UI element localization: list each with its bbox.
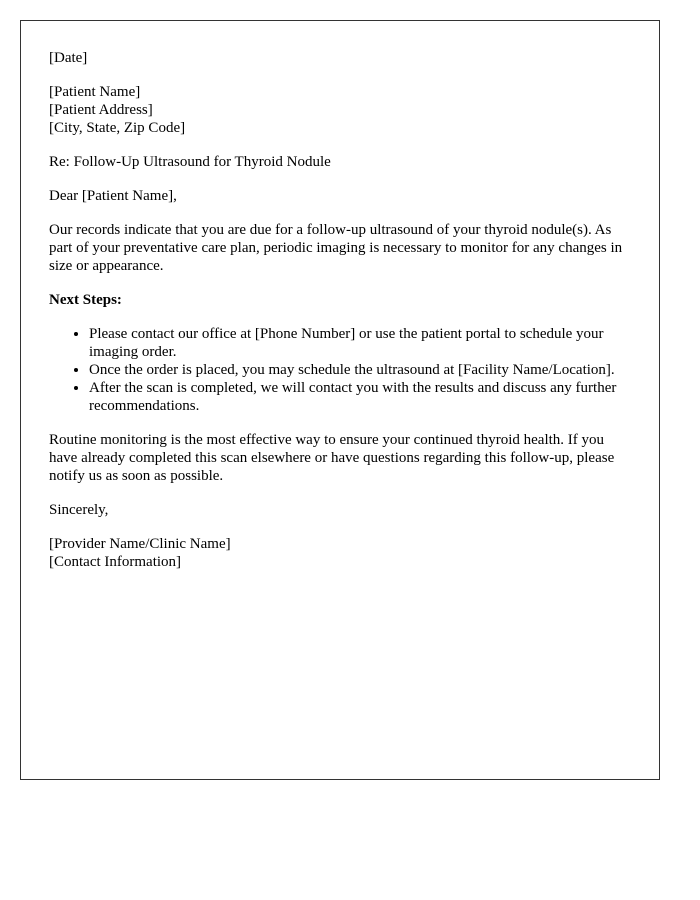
contact-information: [Contact Information] [49, 554, 182, 570]
list-item: • Please contact our office at [Phone Number] or use the patient portal to schedule your imaging order. [89, 325, 633, 361]
next-steps-list [49, 325, 633, 415]
recipient-address: [Patient Address] [49, 102, 153, 118]
recipient-city-line: [City, State, Zip Code] [49, 120, 186, 136]
next-steps-heading: Next Steps: [49, 292, 122, 308]
recipient-name: [Patient Name] [49, 84, 141, 100]
closing-paragraph: Routine monitoring is the most effective way to ensure your continued thyroid health. If you have already completed this scan elsewhere or have questions regarding this follow-up, please notify us as soon as possible. [49, 432, 615, 484]
date: [Date] [49, 50, 88, 66]
letter-body [49, 49, 633, 571]
signature-block [49, 535, 633, 571]
provider-name: [Provider Name/Clinic Name] [49, 536, 231, 552]
list-item: • Once the order is placed, you may schedule the ultrasound at [Facility Name/Location]. [89, 361, 633, 379]
closing: Sincerely, [49, 502, 109, 518]
list-item: • After the scan is completed, we will contact you with the results and discuss any further recommendations. [89, 379, 633, 415]
recipient-address-block [49, 83, 633, 137]
salutation: Dear [Patient Name], [49, 188, 177, 204]
letter-frame [20, 20, 660, 780]
subject-line: Re: Follow-Up Ultrasound for Thyroid Nodule [49, 154, 331, 170]
intro-paragraph: Our records indicate that you are due for a follow-up ultrasound of your thyroid nodule(s). As part of your preventative care plan, periodic imaging is necessary to monitor for any changes in size or appearance. [49, 222, 623, 274]
